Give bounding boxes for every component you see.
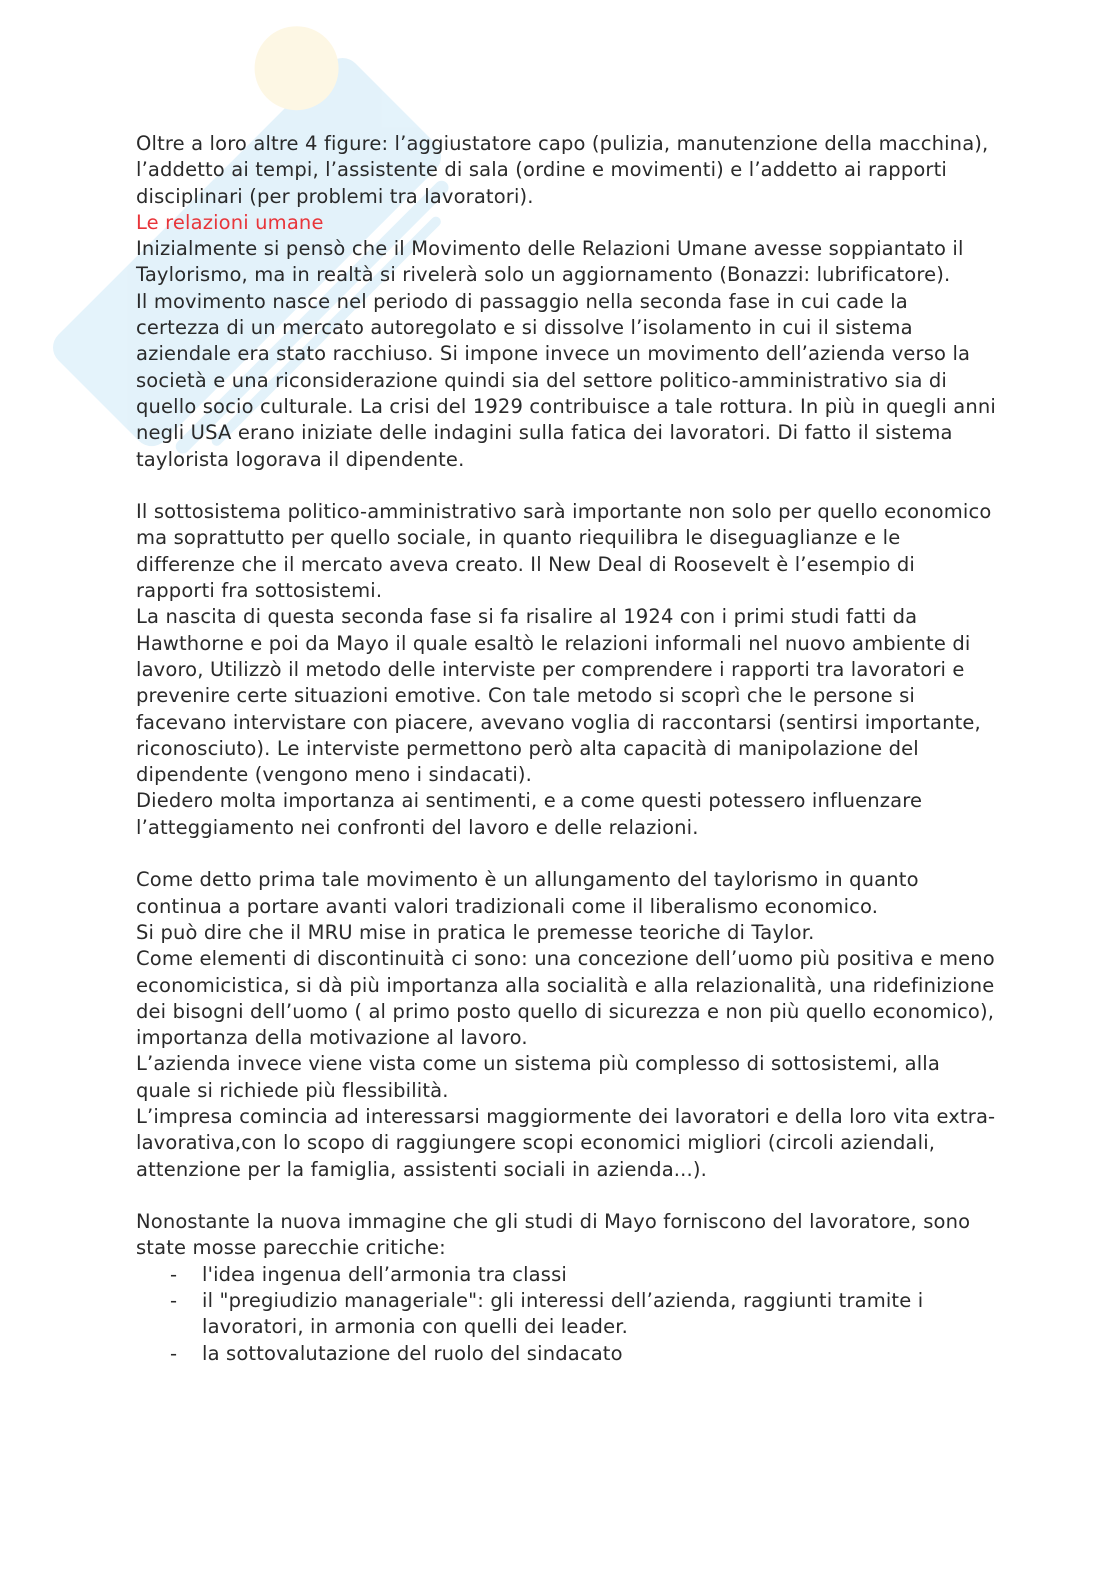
paragraph-spacer (136, 1183, 996, 1209)
paragraph: La nascita di questa seconda fase si fa risalire al 1924 con i primi studi fatti da Hawthorne e poi da Mayo il quale esaltò le relazioni informali nel nuovo ambiente di lavoro, Utilizzò il metodo delle interviste per comprendere i rapporti tra lavoratori e prevenire certe situazioni emotive. Con tale metodo si scoprì che le persone si facevano intervistare con piacere, avevano voglia di raccontarsi (sentirsi importante, riconosciuto). Le interviste permettono però alta capacità di manipolazione del dipendente (vengono meno i sindacati). (136, 605, 981, 787)
bullet-dash: - (170, 1262, 178, 1286)
paragraph: Nonostante la nuova immagine che gli studi di Mayo forniscono del lavoratore, sono state mosse parecchie critiche: (136, 1210, 971, 1260)
document-body (136, 131, 996, 1367)
section-heading: Le relazioni umane (136, 210, 324, 234)
list-item (136, 1288, 996, 1341)
paragraph: L’azienda invece viene vista come un sistema più complesso di sottosistemi, alla quale si richiede più flessibilità. (136, 1052, 940, 1102)
list-item-text: l'idea ingenua dell’armonia tra classi (202, 1262, 567, 1286)
paragraph: Diedero molta importanza ai sentimenti, e a come questi potessero influenzare l’atteggiamento nei confronti del lavoro e delle relazioni. (136, 789, 923, 839)
paragraph: Come detto prima tale movimento è un allungamento del taylorismo in quanto continua a portare avanti valori tradizionali come il liberalismo economico. (136, 868, 919, 918)
criticism-list (136, 1262, 996, 1367)
paragraph: Inizialmente si pensò che il Movimento delle Relazioni Umane avesse soppiantato il Taylorismo, ma in realtà si rivelerà solo un aggiornamento (Bonazzi: lubrificatore). (136, 237, 964, 287)
paragraph-spacer (136, 841, 996, 867)
list-item-text: il "pregiudizio manageriale": gli interessi dell’azienda, raggiunti tramite i lavoratori, in armonia con quelli dei leader. (202, 1289, 924, 1339)
list-item (136, 1262, 996, 1288)
paragraph: Come elementi di discontinuità ci sono: una concezione dell’uomo più positiva e meno economicistica, si dà più importanza alla socialità e alla relazionalità, una ridefinizione dei bisogni dell’uomo ( al primo posto quello di sicurezza e non più quello economico), importanza della motivazione al lavoro. (136, 947, 995, 1050)
intro-paragraph: Oltre a loro altre 4 figure: l’aggiustatore capo (pulizia, manutenzione della macchina), l’addetto ai tempi, l’assistente di sala (ordine e movimenti) e l’addetto ai rapporti disciplinari (per problemi tra lavoratori). (136, 132, 989, 208)
paragraph-spacer (136, 473, 996, 499)
paragraph: Il sottosistema politico-amministrativo sarà importante non solo per quello economico ma soprattutto per quello sociale, in quanto riequilibra le diseguaglianze e le differenze che il mercato aveva creato. Il New Deal di Roosevelt è l’esempio di rapporti fra sottosistemi. (136, 500, 992, 603)
paragraph: L’impresa comincia ad interessarsi maggiormente dei lavoratori e della loro vita extra-lavorativa,con lo scopo di raggiungere scopi economici migliori (circoli aziendali, attenzione per la famiglia, assistenti sociali in azienda...). (136, 1104, 996, 1181)
paragraph: Si può dire che il MRU mise in pratica le premesse teoriche di Taylor. (136, 920, 815, 944)
list-item-text: la sottovalutazione del ruolo del sindacato (202, 1341, 623, 1365)
list-item (136, 1341, 996, 1367)
paragraph: Il movimento nasce nel periodo di passaggio nella seconda fase in cui cade la certezza di un mercato autoregolato e si dissolve l’isolamento in cui il sistema aziendale era stato racchiuso. Si impone invece un movimento dell’azienda verso la società e una riconsiderazione quindi sia del settore politico-amministrativo sia di quello socio culturale. La crisi del 1929 contribuisce a tale rottura. In più in quegli anni negli USA erano iniziate delle indagini sulla fatica dei lavoratori. Di fatto il sistema taylorista logorava il dipendente. (136, 289, 996, 471)
bullet-dash: - (170, 1341, 178, 1365)
bullet-dash: - (170, 1289, 178, 1313)
